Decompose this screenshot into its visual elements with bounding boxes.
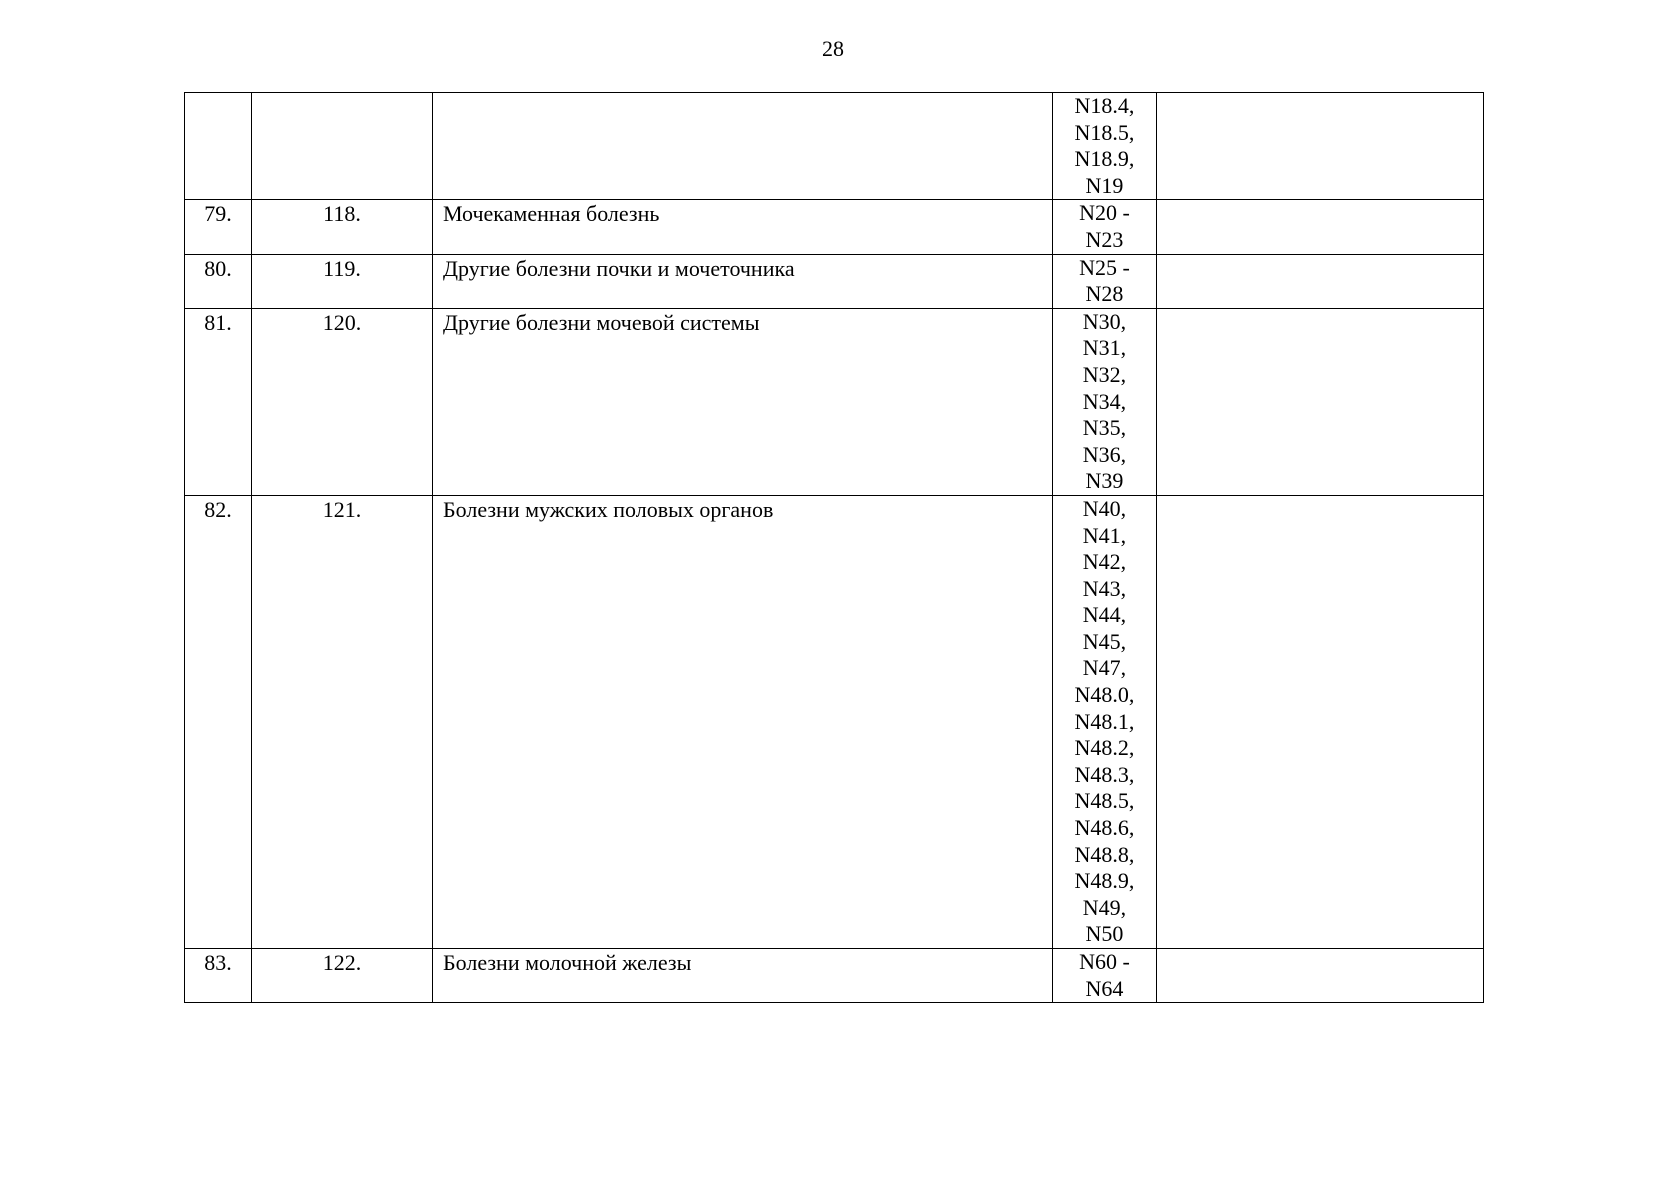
icd-code: N44, <box>1082 602 1127 628</box>
item-number-cell <box>252 254 433 308</box>
icd-code: N41, <box>1082 522 1127 548</box>
icd-code: N36, <box>1082 441 1127 467</box>
row-number: 82. <box>204 496 232 522</box>
icd-code: N48.8, <box>1074 841 1135 867</box>
disease-name-cell <box>433 254 1053 308</box>
item-number: 119. <box>323 255 361 281</box>
icd-code: N64 <box>1085 975 1124 1001</box>
disease-name <box>443 93 1052 94</box>
icd-codes-cell <box>1053 308 1157 495</box>
icd-code: N19 <box>1085 172 1124 198</box>
icd-code: N48.2, <box>1074 735 1135 761</box>
disease-name-cell <box>433 308 1053 495</box>
icd-code: N50 <box>1085 921 1124 947</box>
item-number-cell <box>252 495 433 948</box>
icd-code: N43, <box>1082 575 1127 601</box>
disease-name-cell <box>433 200 1053 254</box>
row-number-cell <box>185 254 252 308</box>
disease-name-cell <box>433 949 1053 1003</box>
table-row <box>185 495 1484 948</box>
row-number-cell <box>185 308 252 495</box>
item-number-cell <box>252 949 433 1003</box>
notes-cell <box>1157 308 1484 495</box>
icd-code: N31, <box>1082 335 1127 361</box>
table-row <box>185 308 1484 495</box>
icd-code: N30, <box>1082 308 1127 334</box>
icd-code: N20 - <box>1079 200 1130 226</box>
item-number: 120. <box>322 309 362 335</box>
notes-cell <box>1157 495 1484 948</box>
icd-code: N48.9, <box>1074 868 1135 894</box>
table-body <box>185 93 1484 1003</box>
row-number-cell <box>185 93 252 200</box>
disease-name-cell <box>433 495 1053 948</box>
icd-code: N23 <box>1085 226 1124 252</box>
icd-code: N35, <box>1082 415 1127 441</box>
disease-name: Болезни молочной железы <box>443 950 692 975</box>
row-number: 83. <box>204 950 232 975</box>
icd-codes-cell <box>1053 254 1157 308</box>
notes <box>1157 93 1483 94</box>
row-number: 80. <box>204 255 232 281</box>
table-row <box>185 949 1484 1003</box>
item-number: 122. <box>322 950 362 975</box>
disease-name: Другие болезни почки и мочеточника <box>443 255 795 281</box>
icd-code: N18.5, <box>1074 119 1135 145</box>
diseases-table <box>184 92 1484 1003</box>
disease-name: Мочекаменная болезнь <box>443 201 660 227</box>
icd-codes-cell <box>1053 200 1157 254</box>
disease-name: Болезни мужских половых органов <box>443 496 774 522</box>
icd-code: N48.0, <box>1074 682 1135 708</box>
icd-code: N48.1, <box>1074 708 1135 734</box>
icd-code: N49, <box>1082 894 1127 920</box>
row-number-cell <box>185 200 252 254</box>
item-number: 121. <box>322 496 362 522</box>
item-number <box>252 93 432 94</box>
row-number-cell <box>185 949 252 1003</box>
disease-name: Другие болезни мочевой системы <box>443 309 760 335</box>
icd-code: N48.3, <box>1074 761 1135 787</box>
notes <box>1157 496 1483 497</box>
icd-code: N45, <box>1082 628 1127 654</box>
notes-cell <box>1157 200 1484 254</box>
item-number-cell <box>252 200 433 254</box>
icd-code: N28 <box>1085 281 1124 307</box>
notes <box>1157 949 1483 950</box>
icd-code: N39 <box>1085 468 1124 494</box>
row-number: 81. <box>204 309 232 335</box>
icd-code: N42, <box>1082 549 1127 575</box>
icd-code: N40, <box>1082 495 1127 521</box>
notes-cell <box>1157 93 1484 200</box>
item-number-cell <box>252 308 433 495</box>
row-number <box>185 93 251 94</box>
row-number: 79. <box>204 201 232 227</box>
notes-cell <box>1157 254 1484 308</box>
icd-code: N18.4, <box>1074 93 1135 118</box>
disease-name-cell <box>433 93 1053 200</box>
icd-code: N25 - <box>1079 254 1130 280</box>
item-number: 118. <box>323 201 361 227</box>
icd-code: N48.5, <box>1074 788 1135 814</box>
icd-code: N32, <box>1082 361 1127 387</box>
icd-code: N47, <box>1082 655 1127 681</box>
item-number-cell <box>252 93 433 200</box>
icd-codes-cell <box>1053 495 1157 948</box>
icd-code: N48.6, <box>1074 815 1135 841</box>
row-number-cell <box>185 495 252 948</box>
icd-codes-cell <box>1053 949 1157 1003</box>
page-number: 28 <box>822 36 844 61</box>
notes <box>1157 200 1483 201</box>
table-row <box>185 93 1484 200</box>
table-row <box>185 200 1484 254</box>
notes <box>1157 309 1483 310</box>
icd-codes-cell <box>1053 93 1157 200</box>
notes-cell <box>1157 949 1484 1003</box>
icd-code: N60 - <box>1079 949 1130 974</box>
notes <box>1157 255 1483 256</box>
table-row <box>185 254 1484 308</box>
icd-code: N34, <box>1082 388 1127 414</box>
icd-code: N18.9, <box>1074 146 1135 172</box>
